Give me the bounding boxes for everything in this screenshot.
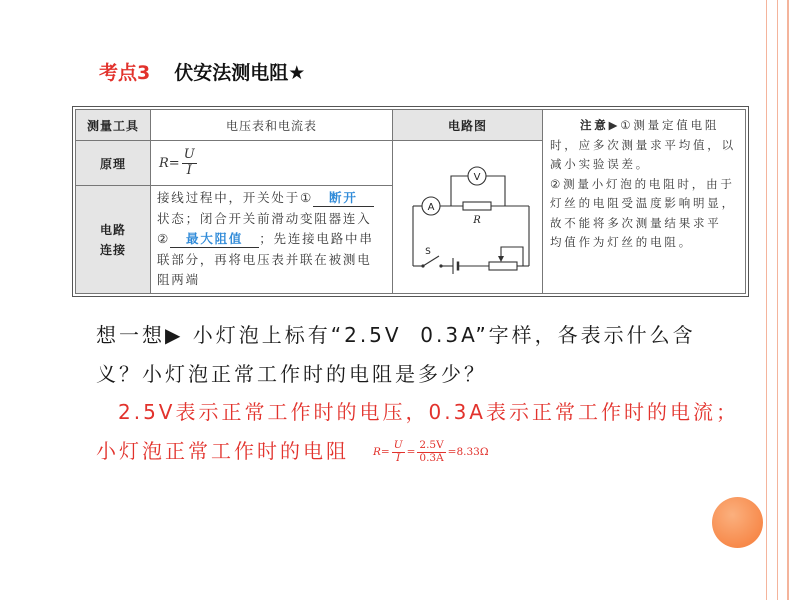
connection-line-2: 状态；闭合开关前滑动变阻器连入	[157, 210, 372, 226]
circuit-header: 电路图	[393, 110, 543, 141]
decor-line-1	[766, 0, 767, 600]
slide-title	[99, 60, 305, 86]
formula-eq1: =	[380, 446, 390, 458]
principle-fraction	[182, 148, 197, 178]
formula-num2: 2.5V	[419, 439, 444, 452]
connection-label-line1: 电路	[99, 222, 126, 237]
decor-line-2	[777, 0, 778, 600]
connection-label	[76, 186, 151, 294]
title-prefix: 考点3	[99, 62, 151, 84]
decor-line-3	[787, 0, 789, 600]
question-line-1: 想一想▶ 小灯泡上标有“2.5V 0.3A”字样，各表示什么含	[96, 323, 696, 347]
connection-line-3	[157, 229, 386, 250]
rheostat-slider-arrow	[498, 256, 504, 262]
connection-text-cell	[151, 186, 393, 294]
answer-blank-2: 最大阻值	[170, 231, 259, 248]
title-text: 伏安法测电阻★	[174, 62, 306, 84]
question-line-2: 义？小灯泡正常工作时的电阻是多少？	[96, 362, 487, 386]
note-label: 注意	[580, 118, 609, 132]
resistor-label: R	[473, 215, 481, 226]
connection-text-1: 接线过程中，开关处于①	[157, 190, 314, 205]
note-line-7: 均值作为灯丝的电阻。	[550, 235, 693, 249]
connection-label-line2: 连接	[99, 242, 126, 257]
note-line-4: ②测量小灯泡的电阻时，由于	[550, 176, 735, 191]
answer-formula	[373, 433, 489, 472]
connection-line-5: 阻两端	[157, 272, 200, 287]
note-line-5: 灯丝的电阻受温度影响明显，	[550, 196, 736, 210]
rheostat-symbol	[489, 262, 517, 270]
note-text-1: ①测量定值电阻	[620, 118, 720, 132]
circuit-diagram	[393, 141, 543, 291]
formula-den1: I	[396, 452, 401, 464]
circuit-diagram-cell	[393, 141, 543, 294]
rheostat-slider-wire	[501, 247, 523, 266]
ammeter-label: A	[427, 202, 435, 213]
tools-label: 测量工具	[76, 110, 151, 141]
note-line-1	[550, 116, 739, 136]
formula-fraction-1	[392, 440, 405, 464]
decor-orange-circle	[712, 497, 763, 548]
note-line-6: 故不能将多次测量结果求平	[550, 215, 722, 230]
note-line-3: 减小实验误差。	[550, 157, 651, 171]
tools-value: 电压表和电流表	[151, 110, 393, 141]
note-marker-icon: ▶	[608, 118, 621, 132]
voltmeter-label: V	[473, 172, 481, 183]
formula-eq2: =	[406, 446, 416, 458]
answer-line-2	[96, 432, 739, 472]
notes-cell	[543, 110, 746, 294]
table-grid	[75, 109, 746, 294]
principle-numerator: U	[183, 147, 195, 163]
principle-lhs: R	[159, 155, 169, 171]
connection-line-1	[157, 188, 386, 209]
formula-fraction-2	[417, 440, 445, 464]
switch-contact-right	[439, 264, 442, 267]
answer-blank-1: 断开	[313, 190, 374, 207]
connection-marker-2: ②	[157, 231, 171, 246]
principle-formula	[159, 148, 199, 178]
principle-formula-cell	[151, 141, 393, 186]
answer-block	[96, 393, 739, 472]
connection-line-4: 联部分，再将电压表并联在被测电	[157, 251, 372, 267]
formula-den2: 0.3A	[419, 452, 444, 464]
formula-result: =8.33Ω	[447, 446, 489, 458]
principle-label: 原理	[76, 141, 151, 186]
switch-lever	[423, 256, 439, 266]
table-row-tools	[76, 110, 746, 141]
answer-line-1: 2.5V表示正常工作时的电压，0.3A表示正常工作时的电流；	[118, 400, 739, 424]
think-question	[96, 316, 696, 394]
principle-denominator: I	[186, 162, 192, 178]
answer-text-2: 小灯泡正常工作时的电阻	[96, 439, 349, 463]
connection-text-3: ；先连接电路中串	[259, 231, 374, 246]
switch-contact-left	[421, 264, 424, 267]
formula-num1: U	[393, 439, 403, 452]
resistor-symbol	[463, 202, 491, 210]
note-line-2: 时，应多次测量求平均值，以	[550, 137, 736, 152]
switch-label: S	[425, 247, 431, 257]
knowledge-table	[72, 106, 749, 297]
formula-lhs: R	[373, 446, 381, 458]
principle-equals: =	[168, 155, 180, 171]
